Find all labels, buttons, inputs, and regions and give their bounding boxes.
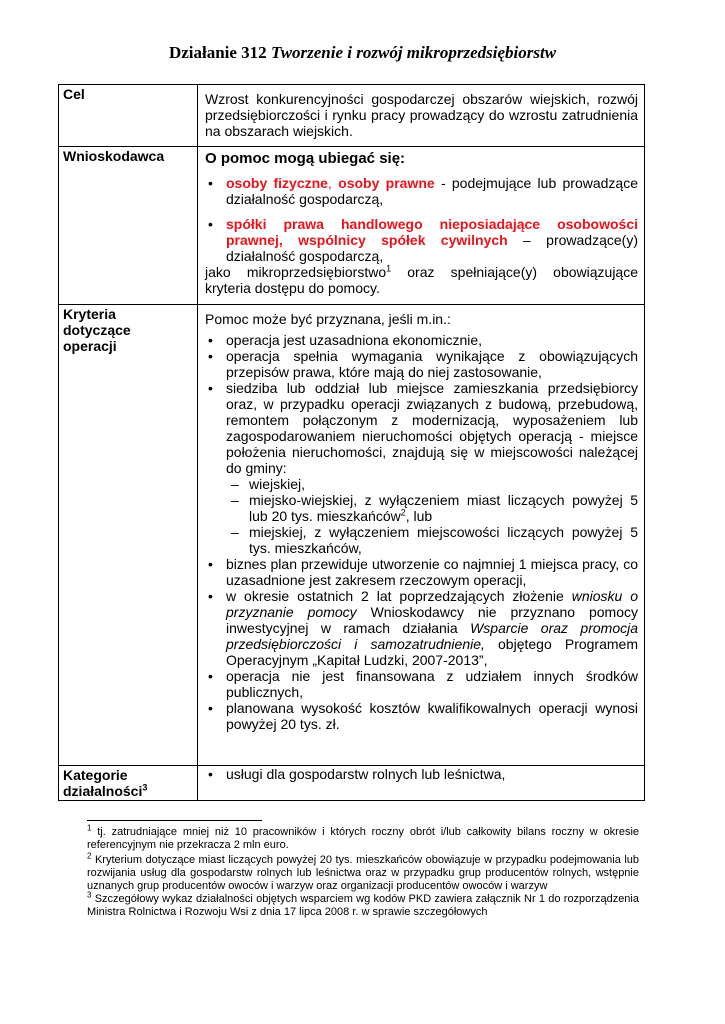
applicant-rest-2: – prowadzące(y) działalność gospodarczą, xyxy=(226,232,638,264)
info-table xyxy=(58,84,645,801)
criteria-b5i2: Wsparcie oraz promocja przedsiębiorczości i samozatrudnienie, xyxy=(226,620,639,652)
applicant-heading: O pomoc mogą ubiegać się: xyxy=(205,150,406,167)
value-kryteria xyxy=(198,305,645,766)
row-wnioskodawca xyxy=(59,147,645,305)
kategorie-item: • usługi dla gospodarstw rolnych lub leśnictwa, xyxy=(205,766,638,782)
footnote-1-num: 1 xyxy=(87,823,92,833)
footnote-ref-3: 3 xyxy=(142,782,148,793)
criteria-list xyxy=(205,332,638,732)
closing-b: oraz spełniające(y) obowiązujące kryteria dostępu do pomocy. xyxy=(205,264,639,296)
criteria-item xyxy=(205,588,638,668)
page-title xyxy=(0,43,725,63)
criteria-item: • operacja spełnia wymagania wynikające z obowiązujących przepisów prawa, które mają do niej zastosowanie, xyxy=(205,348,638,380)
criteria-b5b: Wnioskodawcy nie przyznano pomocy inwestycyjnej w ramach działania xyxy=(226,604,638,636)
kategorie-list xyxy=(205,766,638,782)
gmina-type-item xyxy=(226,492,638,524)
footnote-ref-2: 2 xyxy=(400,507,406,518)
gmina-type-item: – miejskiej, z wyłączeniem miejscowości liczących powyżej 5 tys. mieszkańców, xyxy=(226,524,638,556)
row-cel xyxy=(59,85,645,147)
footnote-3-text: Szczegółowy wykaz działalności objętych wsparciem wg kodów PKD zawiera załącznik Nr 1 do rozporządzenia Ministra Rolnictwa i Rozwoju Wsi z dnia 17 lipca 2008 r. w sprawie szczegółowych xyxy=(87,893,639,918)
title-prefix: Działanie 312 xyxy=(168,43,267,62)
footnote-3 xyxy=(87,890,639,919)
applicant-red-3: spółki prawa handlowego nieposiadające osobowości prawnej, wspólnicy spółek cywilnych xyxy=(226,216,638,248)
gmina-mixed-b: , lub xyxy=(405,508,433,524)
criteria-location-text: siedziba lub oddział lub miejsce zamieszkania przedsiębiorcy oraz, w przypadku operacji związanych z budową, przebudową, remontem połączonym z modernizacją, wyposażeniem lub zagospodarowaniem nieruchomości objętych operacją - miejsce położenia nieruchomości, znajdują się w miejscowości należącej do gminy: xyxy=(226,380,638,476)
criteria-item-location xyxy=(205,380,638,556)
label-cel: Cel xyxy=(59,85,198,147)
footnotes xyxy=(87,823,639,919)
applicant-closing xyxy=(205,264,638,296)
applicant-red-2: osoby prawne xyxy=(338,175,435,191)
value-kategorie xyxy=(198,766,645,801)
criteria-intro: Pomoc może być przyznana, jeśli m.in.: xyxy=(205,311,451,327)
criteria-item: • planowana wysokość kosztów kwalifikowalnych operacji wynosi powyżej 20 tys. zł. xyxy=(205,700,638,732)
criteria-b5i1: wniosku o przyznanie pomocy xyxy=(226,588,638,620)
applicant-sep: , xyxy=(327,175,339,191)
applicant-rest-1: - podejmujące lub prowadzące działalność gospodarczą, xyxy=(226,175,638,207)
kategorie-label-text: Kategorie działalności xyxy=(63,767,143,799)
closing-a: jako mikroprzedsiębiorstwo xyxy=(205,264,387,280)
label-kategorie xyxy=(59,766,198,801)
footnote-2-text: Kryterium dotyczące miast liczących powyżej 20 tys. mieszkańców obowiązuje w przypadku podejmowania lub rozwijania usług dla gospodarstw rolnych lub leśnictwa oraz w przypadku grup producentów rolnych, wstępnie uznanych grup producentów owoców i warzyw oraz organizacji producentów owoców i warzyw xyxy=(87,854,639,892)
value-wnioskodawca xyxy=(198,147,645,305)
applicant-item-1 xyxy=(205,175,638,207)
gmina-type-item: – wiejskiej, xyxy=(226,476,638,492)
footnote-3-num: 3 xyxy=(87,890,92,900)
value-cel: Wzrost konkurencyjności gospodarczej obszarów wiejskich, rozwój przedsiębiorczości i rynku pracy prowadzący do wzrostu zatrudnienia na obszarach wiejskich. xyxy=(198,85,645,147)
applicant-list xyxy=(205,175,638,264)
footnote-1-text: tj. zatrudniające mniej niż 10 pracowników i których roczny obrót i/lub całkowity bilans roczny w okresie referencyjnym nie przekracza 2 mln euro. xyxy=(87,826,639,851)
footnote-2-num: 2 xyxy=(87,851,92,861)
title-italic: Tworzenie i rozwój mikroprzedsiębiorstw xyxy=(270,43,557,62)
label-wnioskodawca: Wnioskodawca xyxy=(59,147,198,305)
label-kryteria: Kryteria dotyczące operacji xyxy=(59,305,198,766)
applicant-item-2 xyxy=(205,216,638,264)
criteria-item: • operacja jest uzasadniona ekonomicznie, xyxy=(205,332,638,348)
criteria-item: • biznes plan przewiduje utworzenie co najmniej 1 miejsca pracy, co uzasadnione jest zakresem rzeczowym operacji, xyxy=(205,556,638,588)
row-kategorie xyxy=(59,766,645,801)
row-kryteria xyxy=(59,305,645,766)
footnote-ref-1: 1 xyxy=(386,263,392,274)
criteria-item: • operacja nie jest finansowana z udziałem innych środków publicznych, xyxy=(205,668,638,700)
footnote-2 xyxy=(87,851,639,893)
criteria-b5a: w okresie ostatnich 2 lat poprzedzających złożenie xyxy=(226,588,572,604)
footnote-1 xyxy=(87,823,639,852)
gmina-mixed-a: miejsko-wiejskiej, z wyłączeniem miast liczących powyżej 5 lub 20 tys. mieszkańców xyxy=(249,492,638,524)
criteria-b5c: objętego Programem Operacyjnym „Kapitał Ludzki, 2007-2013”, xyxy=(226,636,638,668)
applicant-red-1: osoby fizyczne xyxy=(226,175,328,191)
footnote-separator xyxy=(87,820,262,821)
gmina-type-list xyxy=(226,476,638,556)
